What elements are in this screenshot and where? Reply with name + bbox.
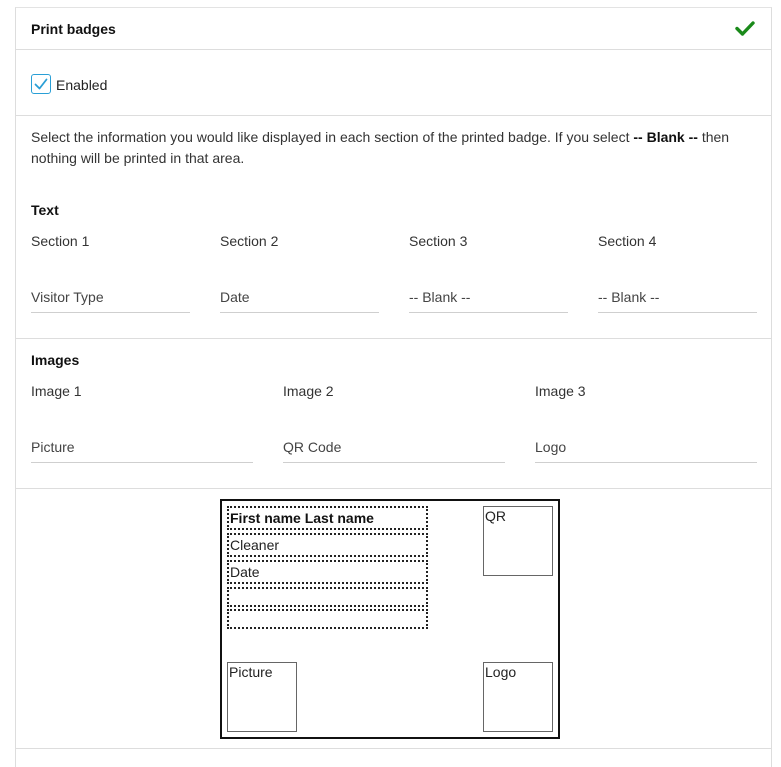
checkbox-check-icon: [34, 77, 48, 91]
badge-preview: [220, 499, 560, 739]
section-4-label: Section 4: [598, 233, 657, 249]
badge-line-name: First name Last name: [227, 506, 428, 530]
badge-description: [31, 127, 761, 169]
badge-line-section-4: [227, 609, 428, 629]
image-2-label: Image 2: [283, 383, 334, 399]
images-section-title: Images: [31, 352, 80, 368]
enabled-checkbox[interactable]: [31, 74, 51, 94]
section-3-label: Section 3: [409, 233, 468, 249]
section-2-label: Section 2: [220, 233, 279, 249]
text-section-title: Text: [31, 202, 59, 218]
image-1-label: Image 1: [31, 383, 82, 399]
checkmark-icon: [735, 20, 755, 41]
description-blank-term: -- Blank --: [633, 129, 698, 145]
divider: [16, 748, 771, 749]
badge-logo-box: Logo: [483, 662, 553, 732]
enabled-row: [16, 50, 771, 116]
image-1-select[interactable]: Picture: [31, 439, 253, 463]
image-3-select[interactable]: Logo: [535, 439, 757, 463]
section-2-select[interactable]: Date: [220, 289, 379, 313]
enabled-label[interactable]: Enabled: [56, 77, 108, 93]
description-text-end: then nothing will be printed in that area.: [31, 129, 730, 166]
badge-qr-box: QR: [483, 506, 553, 576]
divider: [16, 488, 771, 489]
section-4-select[interactable]: -- Blank --: [598, 289, 757, 313]
section-1-select[interactable]: Visitor Type: [31, 289, 190, 313]
description-text: Select the information you would like displayed in each section of the printed badge. If you select: [31, 129, 634, 145]
panel-header[interactable]: [16, 8, 771, 50]
badge-line-section-3: [227, 587, 428, 607]
badge-line-section-1: Cleaner: [227, 533, 428, 557]
divider: [16, 338, 771, 339]
section-1-label: Section 1: [31, 233, 90, 249]
image-2-select[interactable]: QR Code: [283, 439, 505, 463]
print-badges-panel: [15, 7, 772, 767]
image-3-label: Image 3: [535, 383, 586, 399]
panel-title: Print badges: [31, 21, 116, 37]
badge-line-section-2: Date: [227, 560, 428, 584]
badge-picture-box: Picture: [227, 662, 297, 732]
section-3-select[interactable]: -- Blank --: [409, 289, 568, 313]
